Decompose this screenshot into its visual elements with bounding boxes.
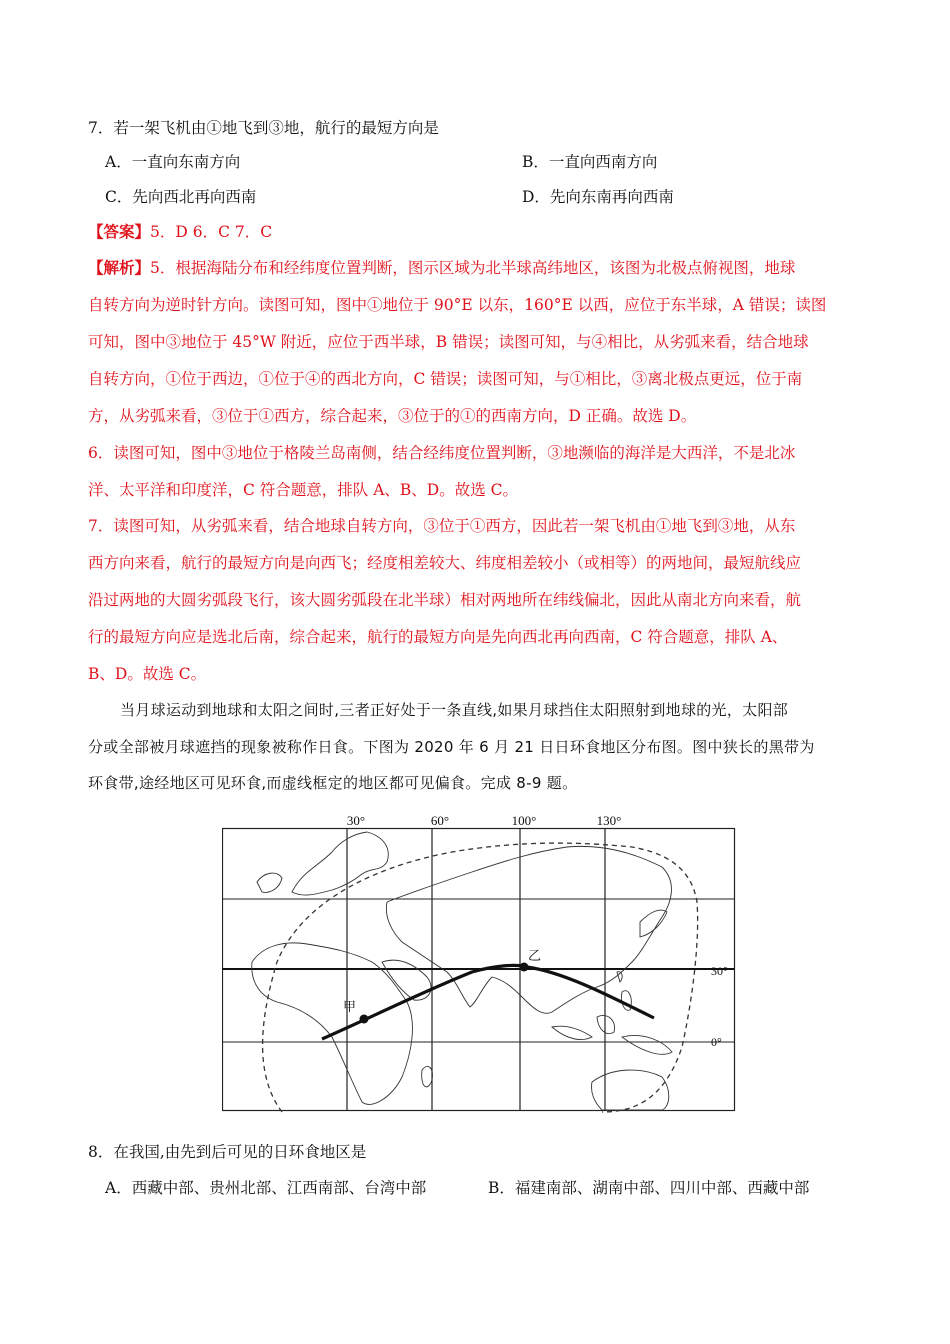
q8-option-b[interactable]: B．福建南部、湖南中部、四川中部、西藏中部: [488, 1179, 810, 1197]
analysis-line-10: 行的最短方向应是选北后南，综合起来，航行的最短方向是先向西北再向西南，C 符合题意，排队 A、: [88, 628, 788, 646]
analysis-line-11: B、D。故选 C。: [88, 665, 207, 683]
q8-stem: 8．在我国,由先到后可见的日环食地区是: [88, 1143, 367, 1161]
analysis-line-3: 自转方向，①位于西边，①位于④的西北方向，C 错误；读图可知，与①相比，③离北极点更远，位于南: [88, 370, 803, 388]
analysis-line-8: 西方向来看，航行的最短方向是向西飞；经度相差较大、纬度相差较小（或相等）的两地间，最短航线应: [88, 554, 802, 572]
passage-line-0: 当月球运动到地球和太阳之间时,三者正好处于一条直线,如果月球挡住太阳照射到地球的光，太阳部: [120, 701, 789, 719]
q7-option-d[interactable]: D．先向东南再向西南: [522, 188, 674, 206]
analysis-line-5: 6．读图可知，图中③地位于格陵兰岛南侧，结合经纬度位置判断，③地濒临的海洋是大西洋，不是北冰: [88, 444, 796, 462]
analysis-line-1: 自转方向为逆时针方向。读图可知，图中①地位于 90°E 以东，160°E 以西，应位于东半球，A 错误；读图: [88, 296, 827, 314]
analysis-line-2: 可知，图中③地位于 45°W 附近，应位于西半球，B 错误；读图可知，与④相比，从劣弧来看，结合地球: [88, 333, 809, 351]
analysis-line-6: 洋、太平洋和印度洋，C 符合题意，排队 A、B、D。故选 C。: [88, 481, 519, 499]
eclipse-map-svg: [222, 812, 742, 1114]
q8-option-a[interactable]: A．西藏中部、贵州北部、江西南部、台湾中部: [105, 1179, 427, 1197]
lat-label-30: 30°: [711, 964, 728, 978]
point-yi-marker: [520, 963, 529, 972]
point-yi-label: 乙: [528, 948, 542, 963]
lon-label-130: 130°: [596, 813, 622, 828]
passage-line-1: 分或全部被月球遮挡的现象被称作日食。下图为 2020 年 6 月 21 日日环食地区分布图。图中狭长的黑带为: [88, 738, 815, 756]
analysis-line-0: [88, 258, 795, 278]
lon-label-100: 100°: [511, 813, 537, 828]
analysis-line-9: 沿过两地的大圆劣弧段飞行，该大圆劣弧段在北半球）相对两地所在纬线偏北，因此从南北方向来看，航: [88, 591, 802, 609]
lat-label-0: 0°: [711, 1035, 722, 1049]
answer-line: [88, 222, 272, 242]
lon-label-30: 30°: [346, 813, 366, 828]
analysis-tag: 【解析】: [88, 258, 151, 277]
point-jia-label: 甲: [343, 999, 357, 1014]
answer-tag: 【答案】: [88, 222, 151, 241]
analysis-text-0: 5．根据海陆分布和经纬度位置判断，图示区域为北半球高纬地区，该图为北极点俯视图，地球: [150, 259, 796, 277]
q7-option-a[interactable]: A．一直向东南方向: [105, 153, 241, 171]
answer-text: 5．D 6．C 7．C: [150, 223, 273, 241]
analysis-line-7: 7．读图可知，从劣弧来看，结合地球自转方向，③位于①西方，因此若一架飞机由①地飞到③地，从东: [88, 517, 796, 535]
q7-stem: 7．若一架飞机由①地飞到③地，航行的最短方向是: [88, 119, 439, 137]
analysis-line-4: 方，从劣弧来看，③位于①西方，综合起来，③位于的①的西南方向，D 正确。故选 D。: [88, 407, 697, 425]
q7-option-c[interactable]: C．先向西北再向西南: [105, 188, 257, 206]
passage-line-2: 环食带,途经地区可见环食,而虚线框定的地区都可见偏食。完成 8-9 题。: [88, 774, 578, 792]
q7-option-b[interactable]: B．一直向西南方向: [522, 153, 658, 171]
eclipse-map: [222, 812, 742, 1114]
point-jia-marker: [360, 1015, 369, 1024]
lon-label-60: 60°: [430, 813, 450, 828]
